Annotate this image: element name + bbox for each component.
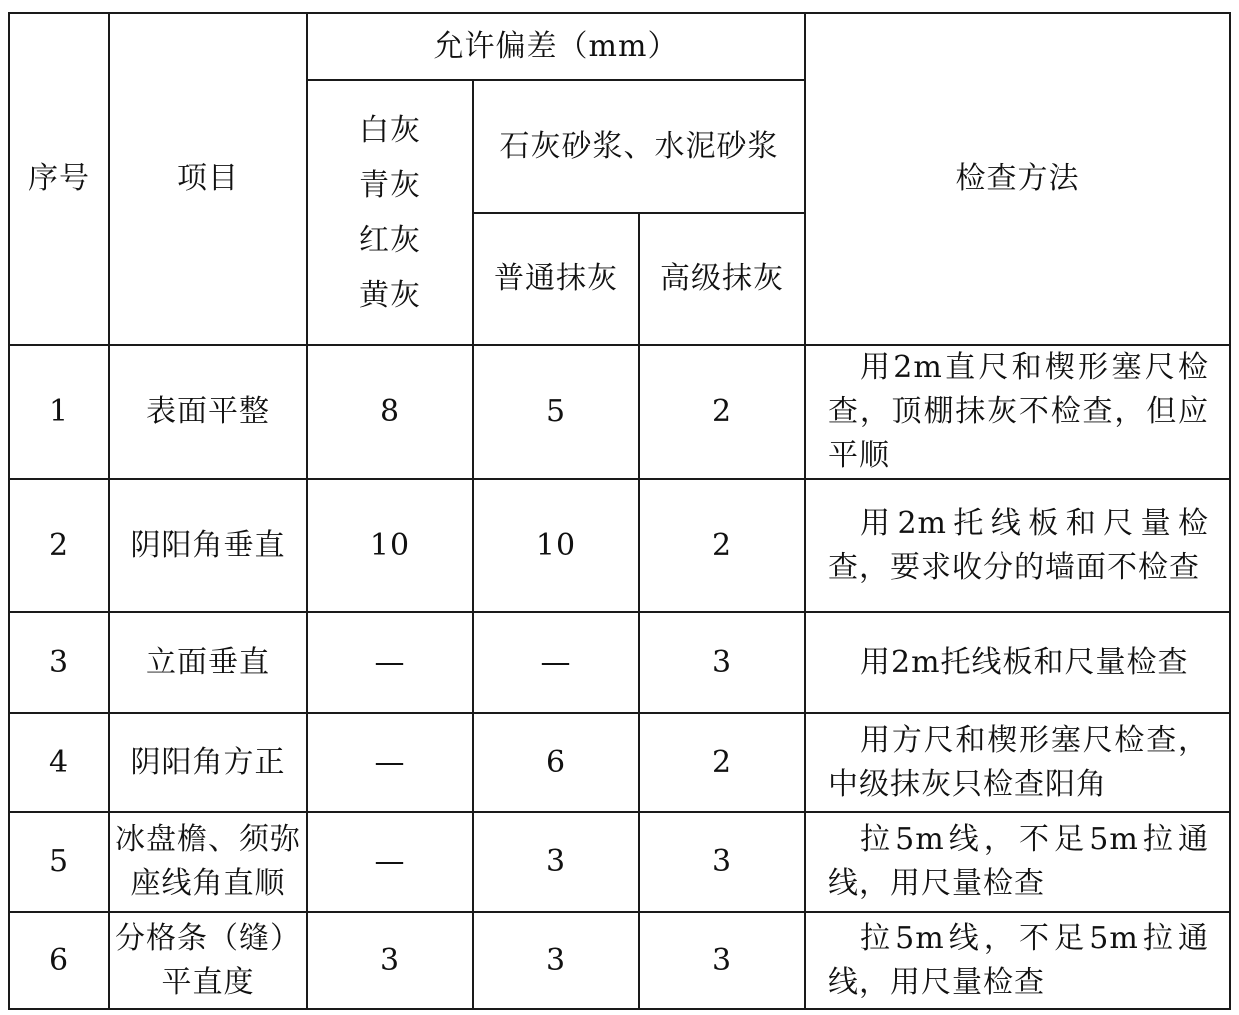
header-advanced: 高级抹灰 bbox=[639, 213, 805, 345]
cell-seq: 2 bbox=[9, 479, 109, 612]
lime-type-label: 青灰 bbox=[359, 167, 421, 203]
cell-item: 阴阳角垂直 bbox=[109, 479, 307, 612]
table-row bbox=[9, 612, 1230, 713]
cell-advanced: 2 bbox=[639, 713, 805, 812]
header-mortar: 石灰砂浆、水泥砂浆 bbox=[473, 80, 805, 213]
header-ordinary: 普通抹灰 bbox=[473, 213, 639, 345]
cell-seq: 4 bbox=[9, 713, 109, 812]
cell-ordinary: 10 bbox=[473, 479, 639, 612]
cell-seq: 3 bbox=[9, 612, 109, 713]
cell-lime: — bbox=[307, 713, 473, 812]
tolerance-table bbox=[8, 12, 1231, 1010]
header-tolerance: 允许偏差（mm） bbox=[307, 13, 805, 80]
table-row bbox=[9, 812, 1230, 912]
cell-method: 拉5m线，不足5m拉通线，用尺量检查 bbox=[805, 812, 1230, 912]
cell-lime: 3 bbox=[307, 912, 473, 1009]
cell-method: 用2m托线板和尺量检查 bbox=[805, 612, 1230, 713]
cell-method: 用方尺和楔形塞尺检查，中级抹灰只检查阳角 bbox=[805, 713, 1230, 812]
table-row bbox=[9, 713, 1230, 812]
cell-lime: — bbox=[307, 812, 473, 912]
lime-type-label: 红灰 bbox=[359, 222, 421, 258]
cell-item: 分格条（缝）平直度 bbox=[109, 912, 307, 1009]
cell-seq: 6 bbox=[9, 912, 109, 1009]
cell-item: 阴阳角方正 bbox=[109, 713, 307, 812]
cell-lime: — bbox=[307, 612, 473, 713]
cell-method: 拉5m线，不足5m拉通线，用尺量检查 bbox=[805, 912, 1230, 1009]
cell-lime: 10 bbox=[307, 479, 473, 612]
cell-ordinary: — bbox=[473, 612, 639, 713]
cell-advanced: 3 bbox=[639, 912, 805, 1009]
cell-ordinary: 3 bbox=[473, 912, 639, 1009]
cell-ordinary: 3 bbox=[473, 812, 639, 912]
table-row bbox=[9, 479, 1230, 612]
lime-type-label: 黄灰 bbox=[359, 277, 421, 313]
cell-ordinary: 5 bbox=[473, 345, 639, 479]
cell-advanced: 2 bbox=[639, 479, 805, 612]
table-row bbox=[9, 912, 1230, 1009]
cell-item: 立面垂直 bbox=[109, 612, 307, 713]
cell-advanced: 3 bbox=[639, 812, 805, 912]
cell-advanced: 2 bbox=[639, 345, 805, 479]
cell-method: 用2m托线板和尺量检查，要求收分的墙面不检查 bbox=[805, 479, 1230, 612]
header-seq: 序号 bbox=[9, 13, 109, 345]
cell-seq: 5 bbox=[9, 812, 109, 912]
cell-seq: 1 bbox=[9, 345, 109, 479]
header-lime-types bbox=[307, 80, 473, 345]
cell-method: 用2m直尺和楔形塞尺检查，顶棚抹灰不检查，但应平顺 bbox=[805, 345, 1230, 479]
header-method: 检查方法 bbox=[805, 13, 1230, 345]
header-item: 项目 bbox=[109, 13, 307, 345]
lime-type-label: 白灰 bbox=[359, 112, 421, 148]
cell-item: 冰盘檐、须弥座线角直顺 bbox=[109, 812, 307, 912]
cell-advanced: 3 bbox=[639, 612, 805, 713]
table-row bbox=[9, 345, 1230, 479]
cell-item: 表面平整 bbox=[109, 345, 307, 479]
cell-ordinary: 6 bbox=[473, 713, 639, 812]
cell-lime: 8 bbox=[307, 345, 473, 479]
